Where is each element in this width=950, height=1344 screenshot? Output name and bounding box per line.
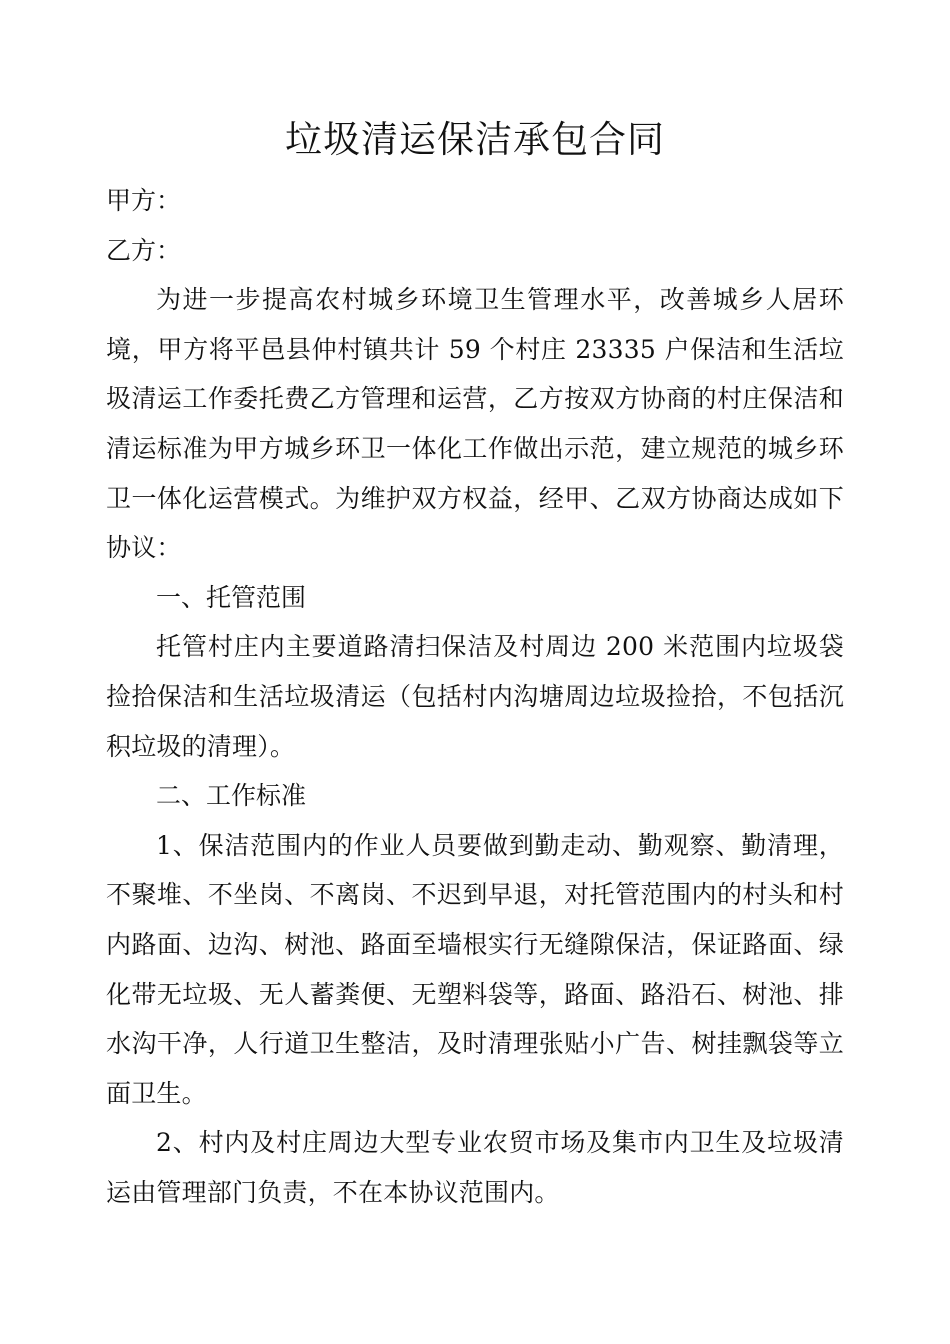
section-1-heading: 一、托管范围 xyxy=(156,582,307,612)
document-title: 垃圾清运保洁承包合同 xyxy=(285,118,665,161)
section-2-heading: 二、工作标准 xyxy=(156,781,307,811)
section-2-item-2: 2、村内及村庄周边大型专业农贸市场及集市内卫生及垃圾清运由管理部门负责，不在本协议范围内。 xyxy=(106,1128,844,1207)
section-1-body: 托管村庄内主要道路清扫保洁及村周边 200 米范围内垃圾袋捡拾保洁和生活垃圾清运（包括村内沟塘周边垃圾捡拾，不包括沉积垃圾的清理）。 xyxy=(106,632,844,761)
party-b-label: 乙方： xyxy=(106,235,182,265)
contract-page xyxy=(106,112,844,1217)
section-2-item-1: 1、保洁范围内的作业人员要做到勤走动、勤观察、勤清理，不聚堆、不坐岗、不离岗、不迟到早退，对托管范围内的村头和村内路面、边沟、树池、路面至墙根实行无缝隙保洁，保证路面、绿化带无垃圾、无人蓄粪便、无塑料袋等，路面、路沿石、树池、排水沟干净，人行道卫生整洁，及时清理张贴小广告、树挂飘袋等立面卫生。 xyxy=(106,830,844,1108)
intro-paragraph: 为进一步提高农村城乡环境卫生管理水平，改善城乡人居环境，甲方将平邑县仲村镇共计 59 个村庄 23335 户保洁和生活垃圾清运工作委托费乙方管理和运营，乙方按双方协商的村庄保洁和清运标准为甲方城乡环卫一体化工作做出示范，建立规范的城乡环卫一体化运营模式。为维护双方权益，经甲、乙双方协商达成如下协议： xyxy=(106,285,844,563)
party-a-label: 甲方： xyxy=(106,186,182,215)
